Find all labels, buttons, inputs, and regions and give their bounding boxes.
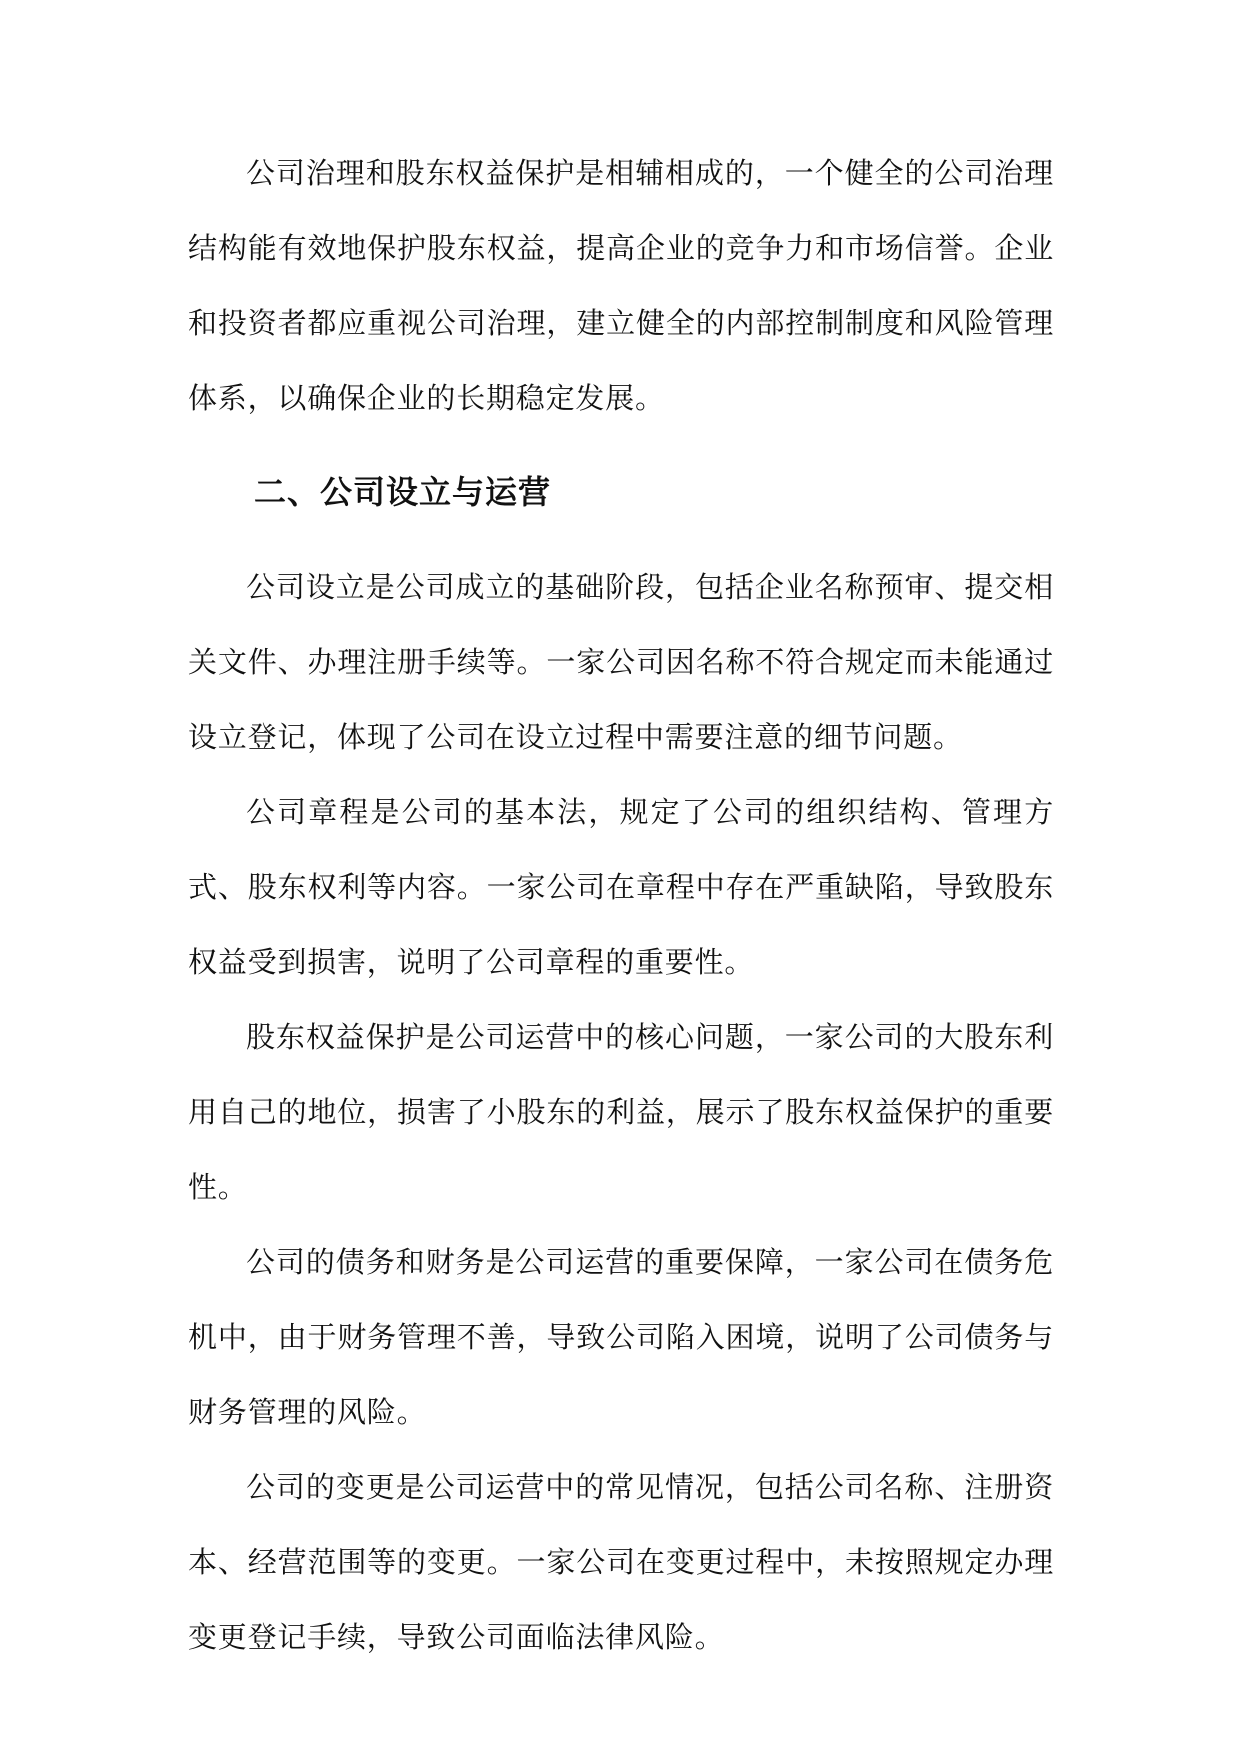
paragraph-debt-and-finance: 公司的债务和财务是公司运营的重要保障，一家公司在债务危机中，由于财务管理不善，导致公司陷入困境，说明了公司债务与财务管理的风险。 (188, 1245, 1054, 1429)
document-body (188, 136, 1054, 1675)
paragraph-shareholder-rights: 股东权益保护是公司运营中的核心问题，一家公司的大股东利用自己的地位，损害了小股东的利益，展示了股东权益保护的重要性。 (188, 1020, 1054, 1204)
paragraph-articles-of-association: 公司章程是公司的基本法，规定了公司的组织结构、管理方式、股东权利等内容。一家公司在章程中存在严重缺陷，导致股东权益受到损害，说明了公司章程的重要性。 (188, 795, 1054, 979)
paragraph-governance-summary: 公司治理和股东权益保护是相辅相成的，一个健全的公司治理结构能有效地保护股东权益，提高企业的竞争力和市场信誉。企业和投资者都应重视公司治理，建立健全的内部控制制度和风险管理体系，以确保企业的长期稳定发展。 (188, 156, 1054, 415)
section-heading: 二、公司设立与运营 (254, 473, 552, 511)
paragraph-company-changes: 公司的变更是公司运营中的常见情况，包括公司名称、注册资本、经营范围等的变更。一家公司在变更过程中，未按照规定办理变更登记手续，导致公司面临法律风险。 (188, 1470, 1054, 1654)
paragraph-company-establishment: 公司设立是公司成立的基础阶段，包括企业名称预审、提交相关文件、办理注册手续等。一家公司因名称不符合规定而未能通过设立登记，体现了公司在设立过程中需要注意的细节问题。 (188, 570, 1054, 754)
